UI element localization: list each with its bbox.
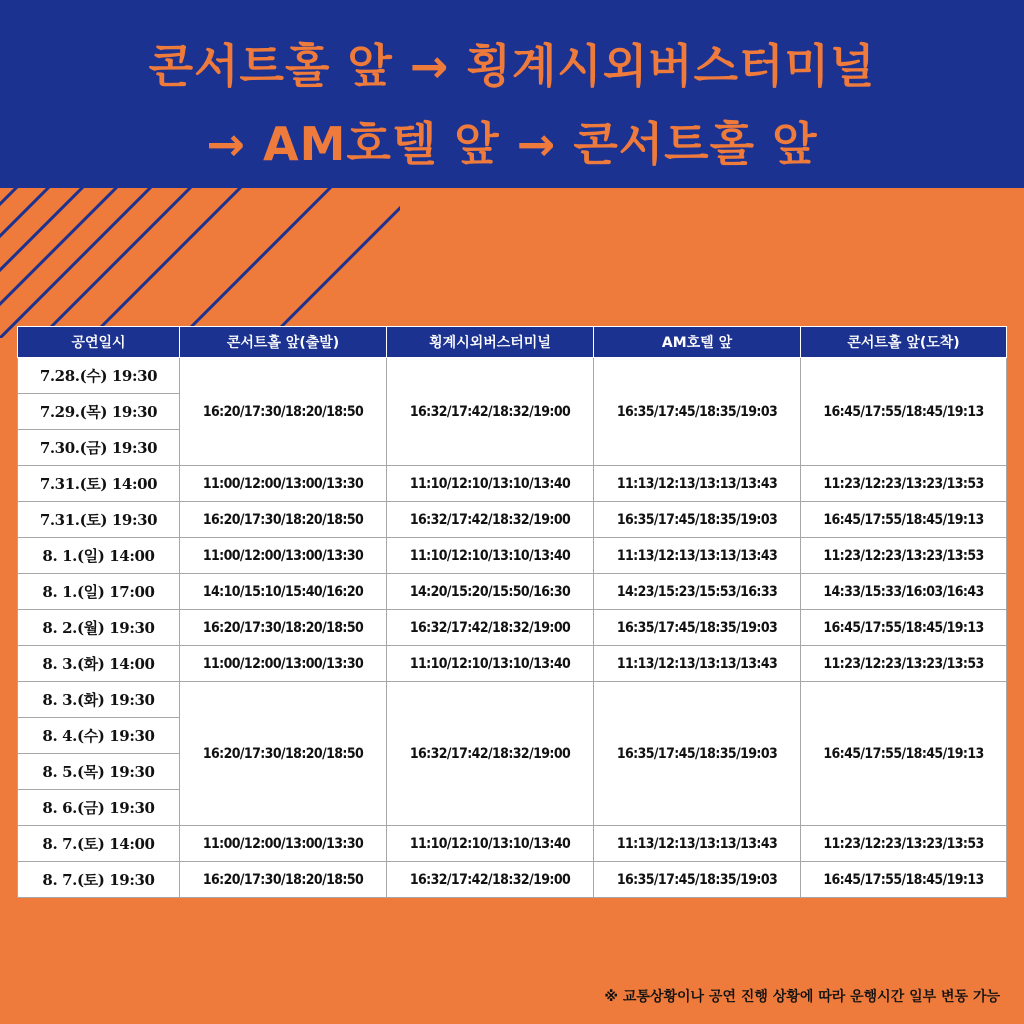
table-row	[18, 682, 1007, 718]
performance-datetime-cell: 8. 1.(일) 14:00	[18, 538, 180, 574]
performance-datetime-cell: 7.31.(토) 14:00	[18, 466, 180, 502]
table-row	[18, 538, 1007, 574]
departure-times-cell: 16:35/17:45/18:35/19:03	[594, 610, 801, 646]
table-row	[18, 358, 1007, 394]
departure-times-cell: 16:32/17:42/18:32/19:00	[387, 358, 594, 466]
route-title-line-2: → AM호텔 앞 → 콘서트홀 앞	[206, 117, 818, 171]
performance-datetime-cell: 8. 1.(일) 17:00	[18, 574, 180, 610]
table-row	[18, 610, 1007, 646]
performance-datetime-cell: 8. 6.(금) 19:30	[18, 790, 180, 826]
header-am-hotel: AM호텔 앞	[594, 327, 801, 358]
header-concert-hall-arrival: 콘서트홀 앞(도착)	[801, 327, 1007, 358]
departure-times-cell: 16:45/17:55/18:45/19:13	[801, 502, 1007, 538]
departure-times-cell: 11:23/12:23/13:23/13:53	[801, 646, 1007, 682]
table-header-row	[18, 327, 1007, 358]
performance-datetime-cell: 8. 3.(화) 19:30	[18, 682, 180, 718]
shuttle-schedule-table	[17, 326, 1007, 898]
header-hoenggye-terminal: 횡계시외버스터미널	[387, 327, 594, 358]
performance-datetime-cell: 8. 4.(수) 19:30	[18, 718, 180, 754]
departure-times-cell: 11:00/12:00/13:00/13:30	[180, 466, 387, 502]
departure-times-cell: 11:13/12:13/13:13/13:43	[594, 826, 801, 862]
departure-times-cell: 16:35/17:45/18:35/19:03	[594, 502, 801, 538]
performance-datetime-cell: 8. 2.(월) 19:30	[18, 610, 180, 646]
departure-times-cell: 16:45/17:55/18:45/19:13	[801, 610, 1007, 646]
departure-times-cell: 14:33/15:33/16:03/16:43	[801, 574, 1007, 610]
departure-times-cell: 11:23/12:23/13:23/13:53	[801, 538, 1007, 574]
table-row	[18, 574, 1007, 610]
departure-times-cell: 16:45/17:55/18:45/19:13	[801, 862, 1007, 898]
departure-times-cell: 16:20/17:30/18:20/18:50	[180, 610, 387, 646]
departure-times-cell: 11:13/12:13/13:13/13:43	[594, 646, 801, 682]
table-row	[18, 826, 1007, 862]
departure-times-cell: 16:32/17:42/18:32/19:00	[387, 502, 594, 538]
departure-times-cell: 16:35/17:45/18:35/19:03	[594, 682, 801, 826]
decorative-stripes	[0, 188, 400, 338]
header-concert-hall-departure: 콘서트홀 앞(출발)	[180, 327, 387, 358]
departure-times-cell: 11:13/12:13/13:13/13:43	[594, 538, 801, 574]
table-row	[18, 646, 1007, 682]
performance-datetime-cell: 8. 7.(토) 14:00	[18, 826, 180, 862]
performance-datetime-cell: 7.29.(목) 19:30	[18, 394, 180, 430]
departure-times-cell: 16:35/17:45/18:35/19:03	[594, 358, 801, 466]
performance-datetime-cell: 8. 5.(목) 19:30	[18, 754, 180, 790]
departure-times-cell: 16:20/17:30/18:20/18:50	[180, 502, 387, 538]
departure-times-cell: 16:32/17:42/18:32/19:00	[387, 682, 594, 826]
performance-datetime-cell: 7.28.(수) 19:30	[18, 358, 180, 394]
departure-times-cell: 16:20/17:30/18:20/18:50	[180, 682, 387, 826]
route-title-line-1: 콘서트홀 앞 → 횡계시외버스터미널	[148, 39, 876, 93]
departure-times-cell: 11:10/12:10/13:10/13:40	[387, 466, 594, 502]
header-banner	[0, 0, 1024, 188]
departure-times-cell: 16:45/17:55/18:45/19:13	[801, 358, 1007, 466]
performance-datetime-cell: 8. 7.(토) 19:30	[18, 862, 180, 898]
departure-times-cell: 11:00/12:00/13:00/13:30	[180, 538, 387, 574]
table-row	[18, 502, 1007, 538]
performance-datetime-cell: 8. 3.(화) 14:00	[18, 646, 180, 682]
departure-times-cell: 11:10/12:10/13:10/13:40	[387, 646, 594, 682]
departure-times-cell: 11:10/12:10/13:10/13:40	[387, 826, 594, 862]
departure-times-cell: 16:20/17:30/18:20/18:50	[180, 358, 387, 466]
departure-times-cell: 14:23/15:23/15:53/16:33	[594, 574, 801, 610]
departure-times-cell: 11:23/12:23/13:23/13:53	[801, 826, 1007, 862]
departure-times-cell: 16:45/17:55/18:45/19:13	[801, 682, 1007, 826]
performance-datetime-cell: 7.31.(토) 19:30	[18, 502, 180, 538]
departure-times-cell: 11:00/12:00/13:00/13:30	[180, 826, 387, 862]
table-row	[18, 862, 1007, 898]
performance-datetime-cell: 7.30.(금) 19:30	[18, 430, 180, 466]
departure-times-cell: 11:13/12:13/13:13/13:43	[594, 466, 801, 502]
departure-times-cell: 11:00/12:00/13:00/13:30	[180, 646, 387, 682]
table-body	[18, 358, 1007, 898]
departure-times-cell: 16:35/17:45/18:35/19:03	[594, 862, 801, 898]
footnote: ※ 교통상황이나 공연 진행 상황에 따라 운행시간 일부 변동 가능	[604, 989, 1000, 1005]
departure-times-cell: 14:20/15:20/15:50/16:30	[387, 574, 594, 610]
departure-times-cell: 11:23/12:23/13:23/13:53	[801, 466, 1007, 502]
table-row	[18, 466, 1007, 502]
departure-times-cell: 14:10/15:10/15:40/16:20	[180, 574, 387, 610]
departure-times-cell: 16:32/17:42/18:32/19:00	[387, 862, 594, 898]
departure-times-cell: 16:32/17:42/18:32/19:00	[387, 610, 594, 646]
departure-times-cell: 16:20/17:30/18:20/18:50	[180, 862, 387, 898]
departure-times-cell: 11:10/12:10/13:10/13:40	[387, 538, 594, 574]
header-performance-datetime: 공연일시	[18, 327, 180, 358]
